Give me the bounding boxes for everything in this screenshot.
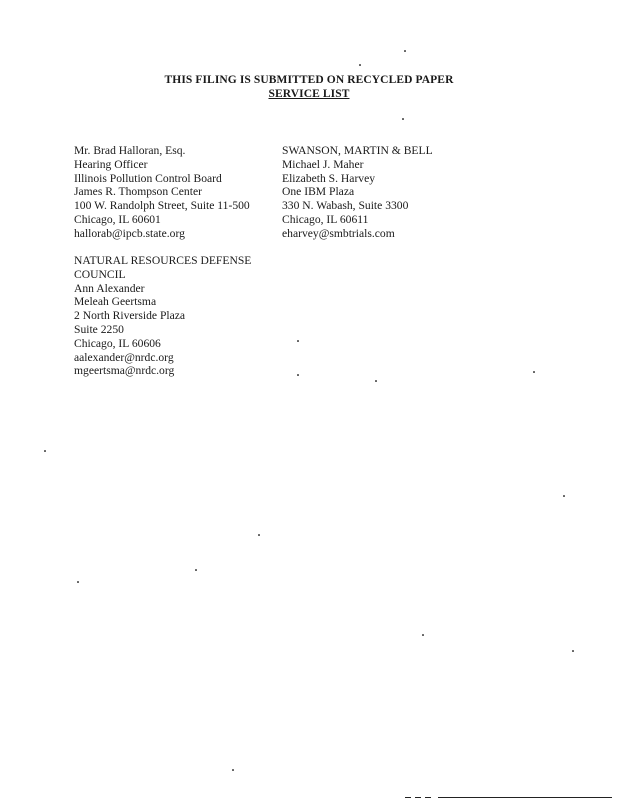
scan-speck: [44, 450, 46, 452]
scan-speck: [77, 581, 79, 583]
contact-email: mgeertsma@nrdc.org: [74, 364, 175, 378]
contact-city: Chicago, IL 60611: [282, 212, 369, 226]
contact-name: Elizabeth S. Harvey: [282, 171, 376, 185]
contact-city: Chicago, IL 60606: [74, 336, 161, 350]
contact-organization: Illinois Pollution Control Board: [74, 171, 222, 185]
contact-firm: SWANSON, MARTIN & BELL: [282, 144, 433, 157]
scan-speck: [422, 634, 424, 636]
recycled-paper-notice: THIS FILING IS SUBMITTED ON RECYCLED PAPER: [164, 74, 454, 86]
scan-speck: [375, 380, 377, 382]
contact-street: 100 W. Randolph Street, Suite 11-500: [74, 199, 250, 213]
contact-street: 330 N. Wabash, Suite 3300: [282, 199, 409, 213]
contact-email: eharvey@smbtrials.com: [282, 226, 395, 240]
scan-speck: [563, 495, 565, 497]
contact-organization: COUNCIL: [74, 267, 126, 281]
scan-speck: [533, 371, 535, 373]
contact-name: Ann Alexander: [74, 281, 145, 295]
scan-speck: [195, 569, 197, 571]
footer-dash: [415, 797, 421, 798]
scan-speck: [258, 534, 260, 536]
contact-city: Chicago, IL 60601: [74, 212, 161, 226]
contact-name: Mr. Brad Halloran, Esq.: [74, 144, 186, 157]
scan-speck: [404, 50, 406, 52]
scan-speck: [297, 340, 299, 342]
contact-email: aalexander@nrdc.org: [74, 350, 174, 364]
hearing-officer-contact: [74, 144, 250, 241]
contact-street: 2 North Riverside Plaza: [74, 309, 186, 323]
contact-suite: Suite 2250: [74, 322, 124, 336]
contact-building: One IBM Plaza: [282, 185, 355, 199]
footer-dash: [405, 797, 411, 798]
contact-name: Michael J. Maher: [282, 157, 364, 171]
contact-organization: NATURAL RESOURCES DEFENSE: [74, 254, 252, 267]
nrdc-contact: [74, 254, 251, 378]
scan-speck: [402, 118, 404, 120]
footer-rule: [438, 797, 612, 798]
scan-speck: [359, 64, 361, 66]
contact-title: Hearing Officer: [74, 157, 148, 171]
service-list-heading: SERVICE LIST: [268, 88, 350, 100]
contact-building: James R. Thompson Center: [74, 185, 202, 199]
scan-speck: [297, 374, 299, 376]
contact-name: Meleah Geertsma: [74, 295, 157, 309]
scan-speck: [232, 769, 234, 771]
scan-speck: [572, 650, 574, 652]
contact-email: hallorab@ipcb.state.org: [74, 226, 185, 240]
swanson-martin-bell-contact: [282, 144, 433, 241]
footer-dash: [425, 797, 431, 798]
